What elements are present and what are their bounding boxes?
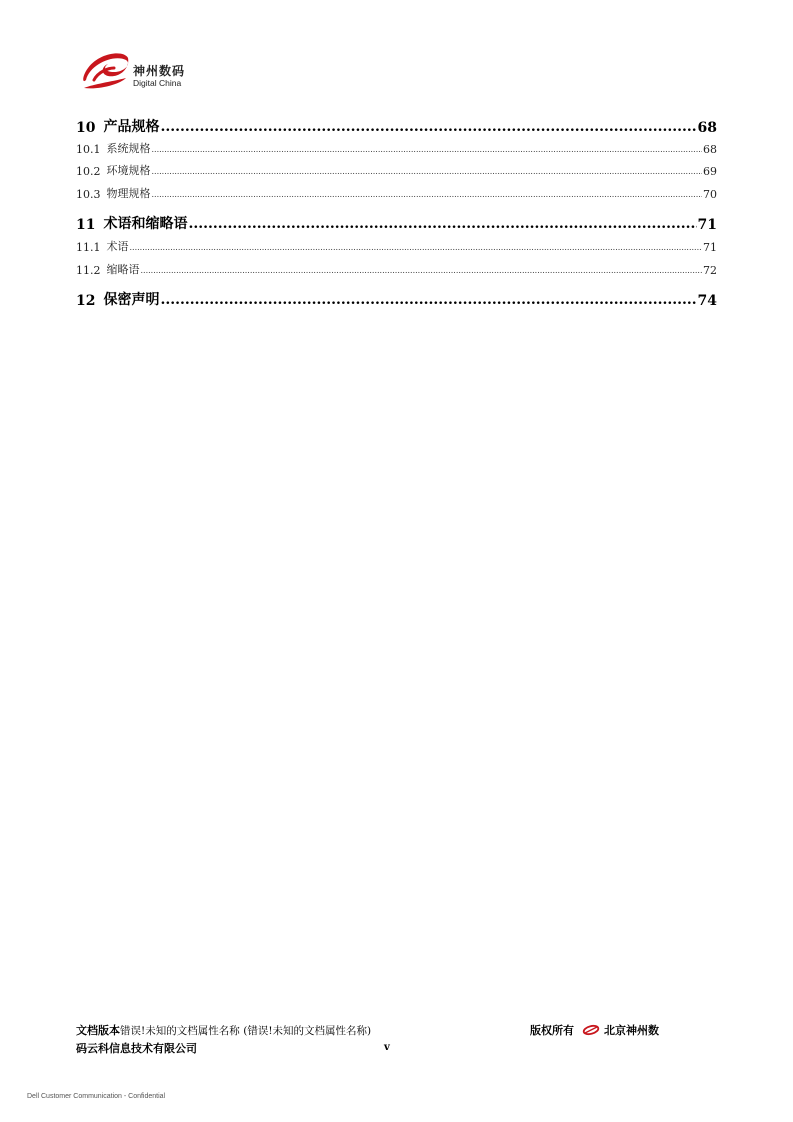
toc-leader-dots <box>160 116 696 136</box>
toc-entry-title: 系统规格 <box>106 142 151 155</box>
logo-chinese-name: 神州数码 <box>133 64 186 78</box>
toc-entry-page: 70 <box>703 188 717 201</box>
toc-entry-page: 68 <box>697 120 717 136</box>
toc-entry-number: 11 <box>76 217 96 233</box>
toc-entry-page: 71 <box>703 241 717 254</box>
page-footer <box>76 1022 716 1058</box>
toc-entry-page: 68 <box>703 143 717 156</box>
toc-leader-dots <box>130 238 703 254</box>
digital-china-swoosh-icon <box>80 50 132 92</box>
toc-entry-11-1[interactable] <box>76 238 717 254</box>
digital-china-swoosh-icon <box>582 1024 600 1036</box>
toc-leader-dots <box>141 261 703 277</box>
toc-entry-10[interactable] <box>76 116 717 136</box>
footer-company-part1: 北京神州数 <box>604 1024 659 1037</box>
footer-copyright-label: 版权所有 <box>530 1024 574 1037</box>
toc-entry-page: 74 <box>697 293 717 309</box>
toc-leader-dots <box>188 213 696 233</box>
logo-english-name: Digital China <box>133 78 182 88</box>
toc-entry-title: 环境规格 <box>106 164 151 177</box>
toc-entry-11[interactable] <box>76 213 717 233</box>
footer-copyright <box>530 1022 659 1038</box>
toc-entry-number: 10.3 <box>76 188 101 201</box>
footer-company-part2: 码云科信息技术有限公司 <box>76 1042 197 1055</box>
footer-page-number: v <box>384 1042 390 1053</box>
toc-entry-page: 69 <box>703 165 717 178</box>
footer-version-error: 错误!未知的文档属性名称 <box>120 1025 240 1037</box>
toc-leader-dots <box>152 185 703 201</box>
toc-entry-number: 11.2 <box>76 264 101 277</box>
footer-version-label: 文档版本 <box>76 1024 120 1037</box>
toc-entry-title: 保密声明 <box>103 292 160 308</box>
toc-entry-title: 物理规格 <box>106 187 151 200</box>
toc-entry-10-2[interactable] <box>76 162 717 178</box>
toc-entry-12[interactable] <box>76 289 717 309</box>
toc-entry-number: 10.2 <box>76 165 101 178</box>
toc-leader-dots <box>152 162 703 178</box>
toc-entry-number: 10 <box>76 120 96 136</box>
toc-entry-10-3[interactable] <box>76 185 717 201</box>
toc-entry-11-2[interactable] <box>76 261 717 277</box>
classification-label: Dell Customer Communication - Confidential <box>27 1093 166 1100</box>
footer-version <box>76 1022 371 1038</box>
toc-entry-number: 11.1 <box>76 241 101 254</box>
toc-leader-dots <box>152 140 703 156</box>
toc-entry-title: 术语 <box>106 240 129 253</box>
toc-entry-number: 10.1 <box>76 143 101 156</box>
toc-entry-10-1[interactable] <box>76 140 717 156</box>
toc-entry-title: 产品规格 <box>103 119 160 135</box>
toc-entry-number: 12 <box>76 293 96 309</box>
toc-leader-dots <box>160 289 696 309</box>
company-logo <box>80 50 200 92</box>
toc-entry-page: 71 <box>697 217 717 233</box>
toc-entry-page: 72 <box>703 264 717 277</box>
footer-version-error-paren: (错误!未知的文档属性名称) <box>243 1025 372 1037</box>
toc-entry-title: 缩略语 <box>106 263 140 276</box>
toc-entry-title: 术语和缩略语 <box>103 216 188 232</box>
